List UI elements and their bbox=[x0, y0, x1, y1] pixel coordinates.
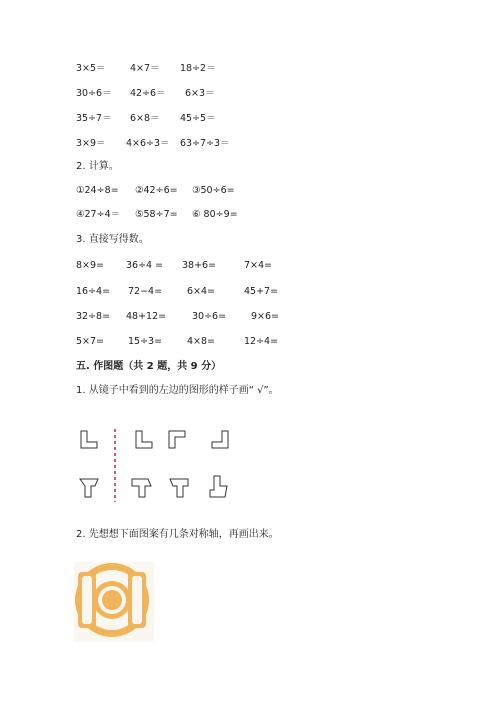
p2-title: 2. 先想想下面图案有几条对称轴，再画出来。 bbox=[76, 529, 279, 540]
expr: 18÷2＝ bbox=[180, 63, 216, 74]
q2-item: ①24÷8= bbox=[76, 185, 119, 196]
q3-item: 4×8= bbox=[187, 336, 216, 347]
q3-item: 6×4= bbox=[187, 286, 216, 297]
q3-item: 15÷3= bbox=[128, 336, 163, 347]
l-shape-option-3 bbox=[212, 431, 228, 448]
symmetry-pattern bbox=[74, 562, 154, 642]
expr: 3×5＝ bbox=[76, 63, 106, 74]
q3-item: 30÷6= bbox=[192, 311, 227, 322]
t-shape-original bbox=[80, 479, 98, 497]
q2-title: 2. 计算。 bbox=[76, 161, 119, 172]
expr: 3×9＝ bbox=[76, 138, 106, 149]
q2-item: ②42÷6= bbox=[135, 185, 178, 196]
q3-item: 8×9= bbox=[76, 260, 105, 271]
q3-item: 48+12= bbox=[126, 311, 167, 322]
l-shape-option-2 bbox=[169, 431, 185, 448]
mirror-figures bbox=[70, 420, 240, 510]
q3-item: 36÷4 = bbox=[126, 260, 164, 271]
expr: 35÷7＝ bbox=[76, 113, 112, 124]
expr: 42÷6＝ bbox=[130, 88, 166, 99]
q3-title: 3. 直接写得数。 bbox=[76, 234, 149, 245]
q2-item: ⑥ 80÷9= bbox=[192, 209, 238, 220]
q3-item: 45+7= bbox=[244, 286, 279, 297]
expr: 45÷5＝ bbox=[180, 113, 216, 124]
expr: 4×7＝ bbox=[130, 63, 160, 74]
q3-item: 7×4= bbox=[244, 260, 273, 271]
t-shape-option-2 bbox=[170, 479, 188, 497]
q3-item: 32÷8= bbox=[76, 311, 111, 322]
t-shape-option-1 bbox=[132, 479, 151, 497]
q3-item: 16÷4= bbox=[76, 286, 111, 297]
expr: 63÷7÷3＝ bbox=[180, 138, 230, 149]
expr: 4×6÷3＝ bbox=[126, 138, 170, 149]
p1-title: 1. 从镜子中看到的左边的图形的样子画“ √”。 bbox=[76, 385, 279, 396]
expr: 6×3＝ bbox=[185, 88, 215, 99]
q2-item: ⑤58÷7= bbox=[135, 209, 178, 220]
q3-item: 72−4= bbox=[128, 286, 163, 297]
t-shape-option-3 bbox=[210, 476, 227, 497]
expr: 6×8＝ bbox=[130, 113, 160, 124]
q2-item: ④27÷4＝ bbox=[76, 209, 121, 220]
expr: 30÷6＝ bbox=[76, 88, 112, 99]
l-shape-option-1 bbox=[136, 431, 152, 448]
q3-item: 5×7= bbox=[76, 336, 105, 347]
q3-item: 38+6= bbox=[182, 260, 217, 271]
q2-item: ③50÷6= bbox=[192, 185, 235, 196]
q3-item: 9×6= bbox=[251, 311, 280, 322]
q3-item: 12÷4= bbox=[244, 336, 279, 347]
l-shape-original bbox=[81, 431, 97, 448]
section5-title: 五. 作图题（共 2 题，共 9 分） bbox=[76, 361, 222, 372]
